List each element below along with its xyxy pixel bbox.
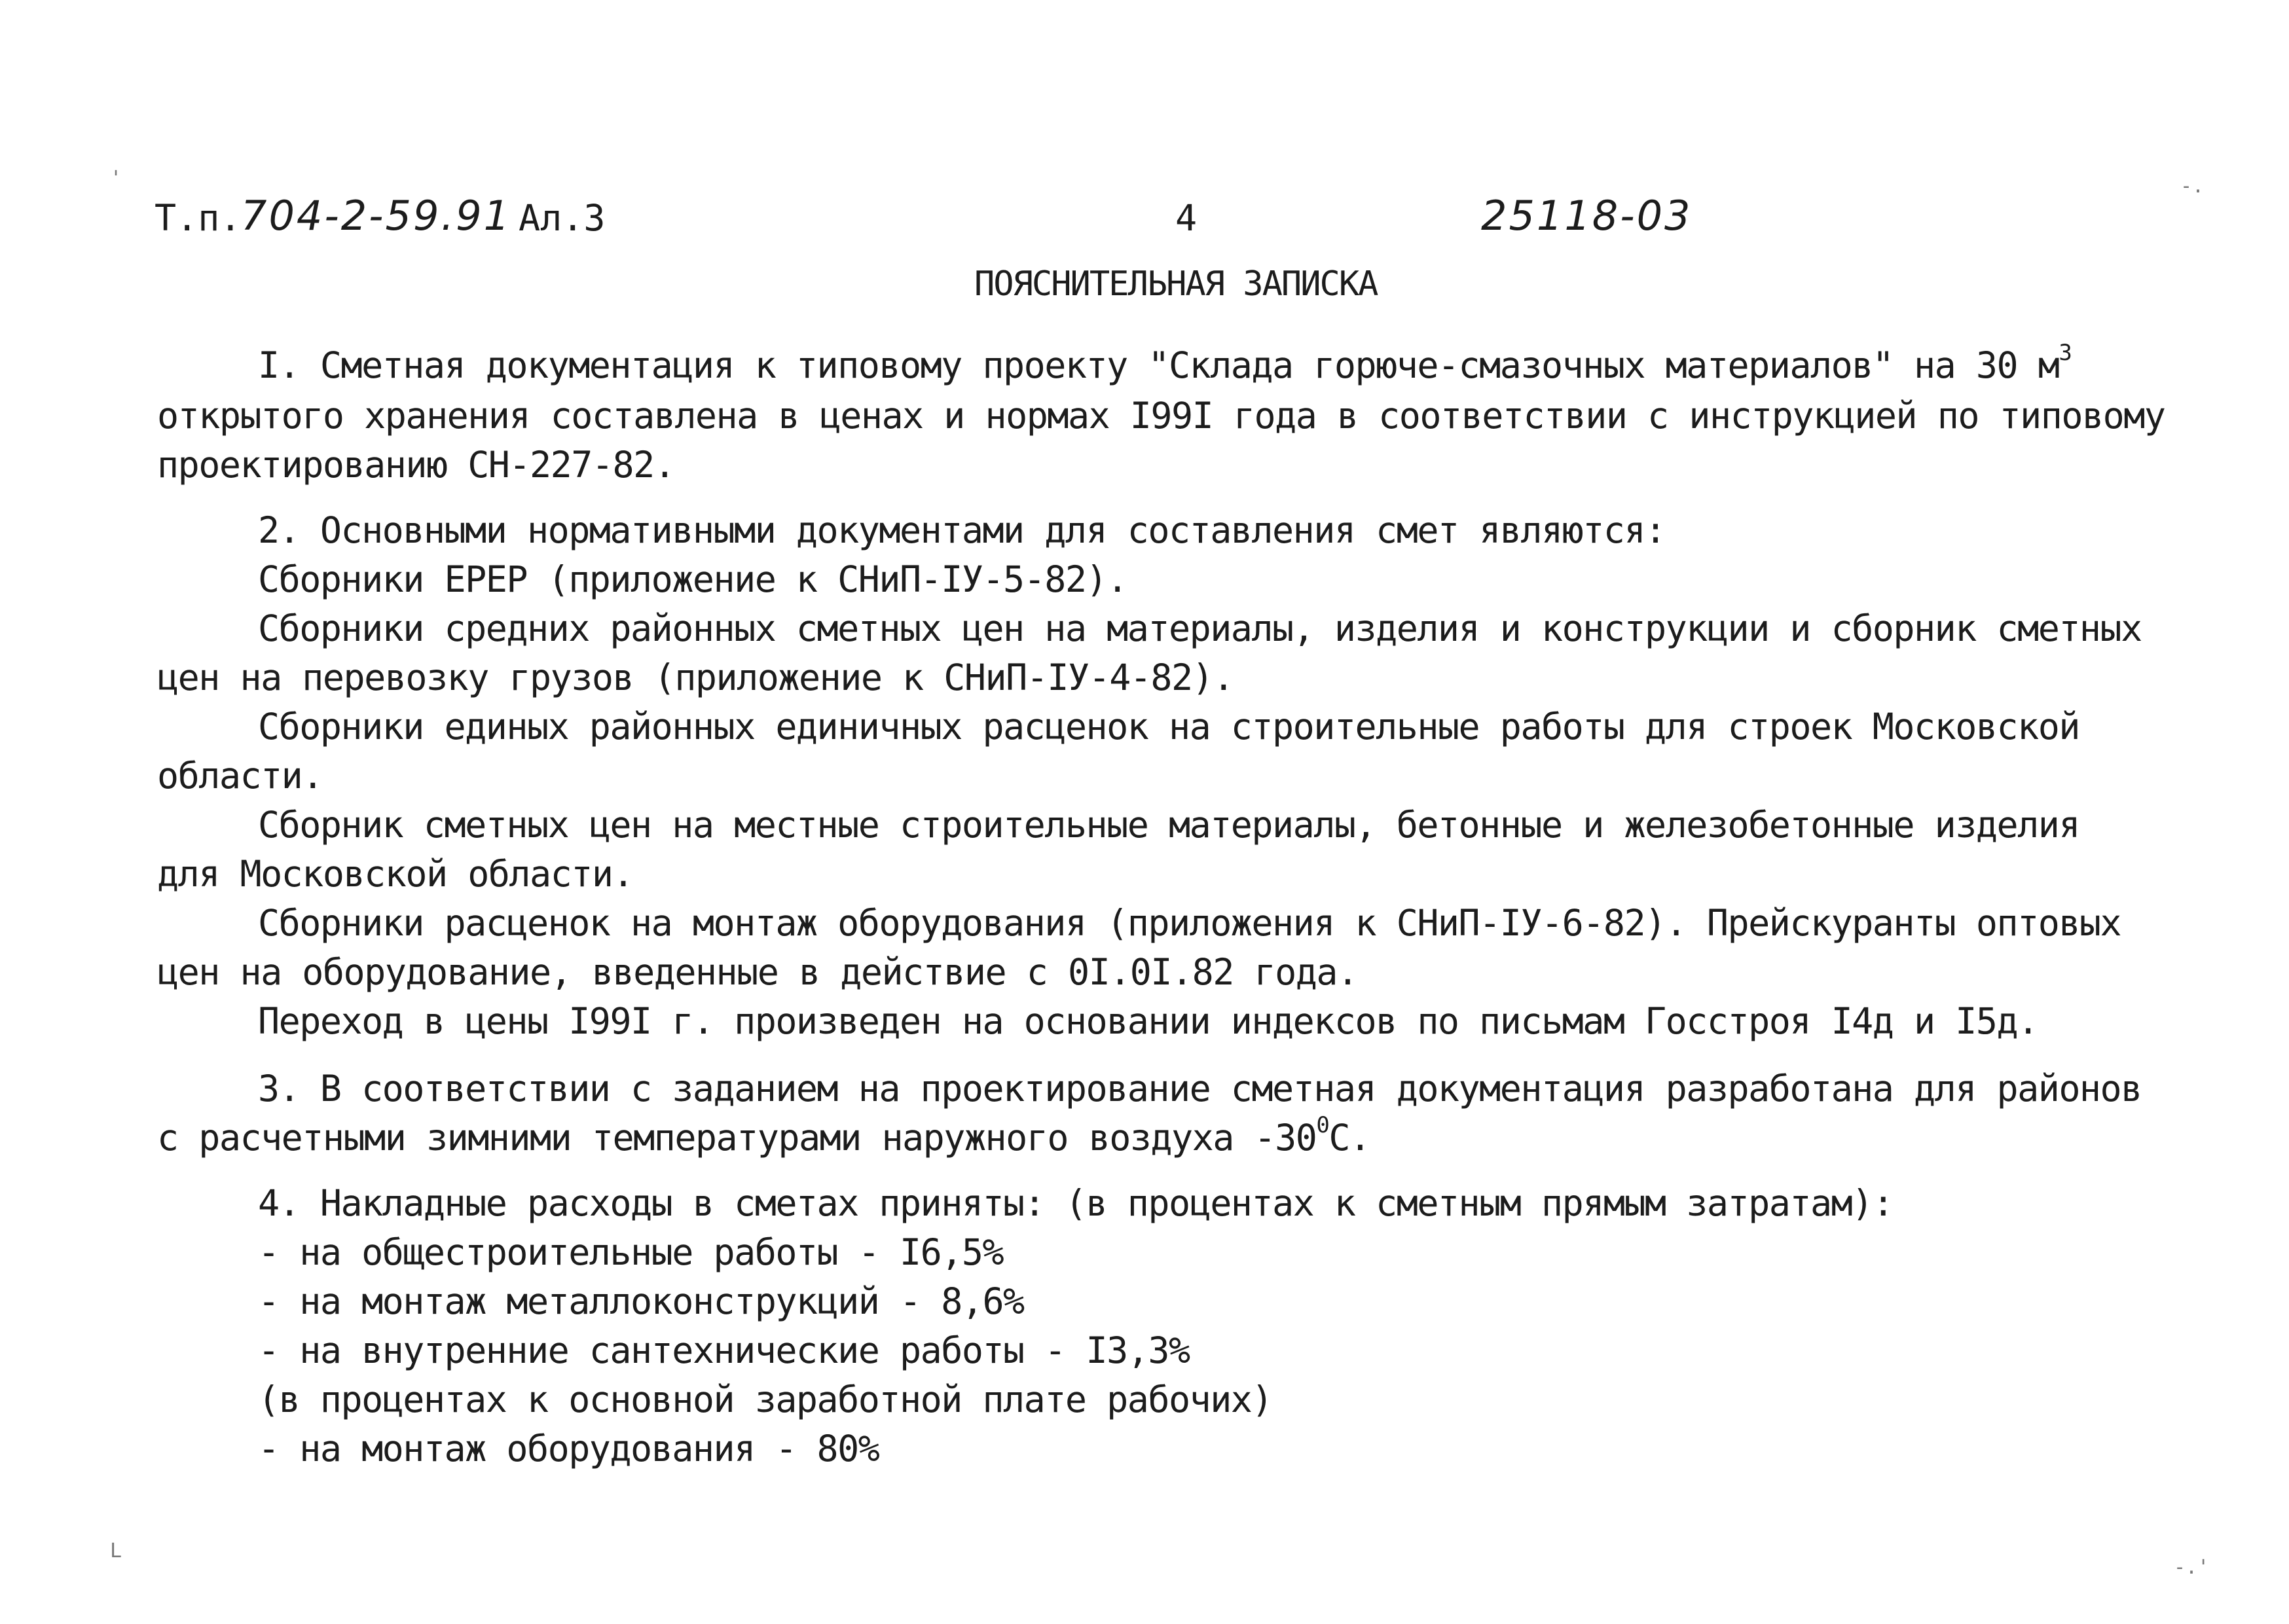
paragraph-2-line-11: Переход в цены I99I г. произведен на основании индексов по письмам Госстроя I4д и I5д. xyxy=(258,1000,2038,1042)
project-number: 704-2-59.91 xyxy=(241,192,512,240)
paragraph-2-line-3: Сборники средних районных сметных цен на материалы, изделия и конструкции и сборник сметных xyxy=(258,607,2142,649)
corner-mark-top-left: ' xyxy=(110,167,122,190)
paragraph-1-line-2: открытого хранения составлена в ценах и нормах I99I года в соответствии с инструкцией по типовому xyxy=(157,395,2165,437)
paragraph-2-line-8: для Московской области. xyxy=(157,853,634,895)
paragraph-2-line-7: Сборник сметных цен на местные строительные материалы, бетонные и железобетонные изделия xyxy=(258,804,2079,846)
document-code: 25118-03 xyxy=(1481,192,1693,240)
paragraph-3-line-2 xyxy=(157,1113,1370,1163)
paragraph-1-text: I. Сметная документация к типовому проекту "Склада горюче-смазочных материалов" на 30 м xyxy=(258,344,2059,386)
paragraph-1-line-1 xyxy=(258,340,2071,390)
paragraph-2-line-9: Сборники расценок на монтаж оборудования (приложения к СНиП-IУ-6-82). Прейскуранты оптовых xyxy=(258,902,2121,944)
paragraph-2-line-10: цен на оборудование, введенные в действие с 0I.0I.82 года. xyxy=(157,951,1358,993)
paragraph-2-line-6: области. xyxy=(157,755,323,797)
corner-mark-bottom-right: -.' xyxy=(2174,1556,2210,1579)
paragraph-2-line-2: Сборники ЕРЕР (приложение к СНиП-IУ-5-82). xyxy=(258,558,1127,600)
paragraph-3-text: с расчетными зимними температурами наружного воздуха -30 xyxy=(157,1117,1317,1159)
header-prefix: Т.п. xyxy=(155,197,242,239)
page-number: 4 xyxy=(1175,197,1198,239)
degree-superscript: 0 xyxy=(1316,1111,1329,1138)
overhead-item-plumbing: - на внутренние сантехнические работы - I3,3% xyxy=(258,1329,1190,1371)
paragraph-2-line-1: 2. Основными нормативными документами для составления смет являются: xyxy=(258,509,1666,551)
overhead-note: (в процентах к основной заработной плате рабочих) xyxy=(258,1379,1273,1420)
paragraph-2-line-4: цен на перевозку грузов (приложение к СНиП-IУ-4-82). xyxy=(157,657,1234,698)
celsius-unit: С. xyxy=(1328,1117,1370,1159)
corner-mark-top-right: -. xyxy=(2180,175,2205,198)
page-title: ПОЯСНИТЕЛЬНАЯ ЗАПИСКА xyxy=(974,264,1378,304)
paragraph-3-line-1: 3. В соответствии с заданием на проектирование сметная документация разработана для районов xyxy=(258,1068,2142,1110)
paragraph-4-line-1: 4. Накладные расходы в сметах приняты: (в процентах к сметным прямым затратам): xyxy=(258,1182,1894,1224)
corner-mark-bottom-left: L xyxy=(110,1540,122,1562)
overhead-item-general-construction: - на общестроительные работы - I6,5% xyxy=(258,1231,1004,1273)
cubic-superscript: 3 xyxy=(2059,339,2072,366)
album-label: Ал.3 xyxy=(519,197,606,239)
paragraph-1-line-3: проектированию СН-227-82. xyxy=(157,444,675,486)
overhead-item-equipment: - на монтаж оборудования - 80% xyxy=(258,1428,879,1470)
overhead-item-metal-structures: - на монтаж металлоконструкций - 8,6% xyxy=(258,1280,1024,1322)
paragraph-2-line-5: Сборники единых районных единичных расценок на строительные работы для строек Московской xyxy=(258,706,2079,748)
